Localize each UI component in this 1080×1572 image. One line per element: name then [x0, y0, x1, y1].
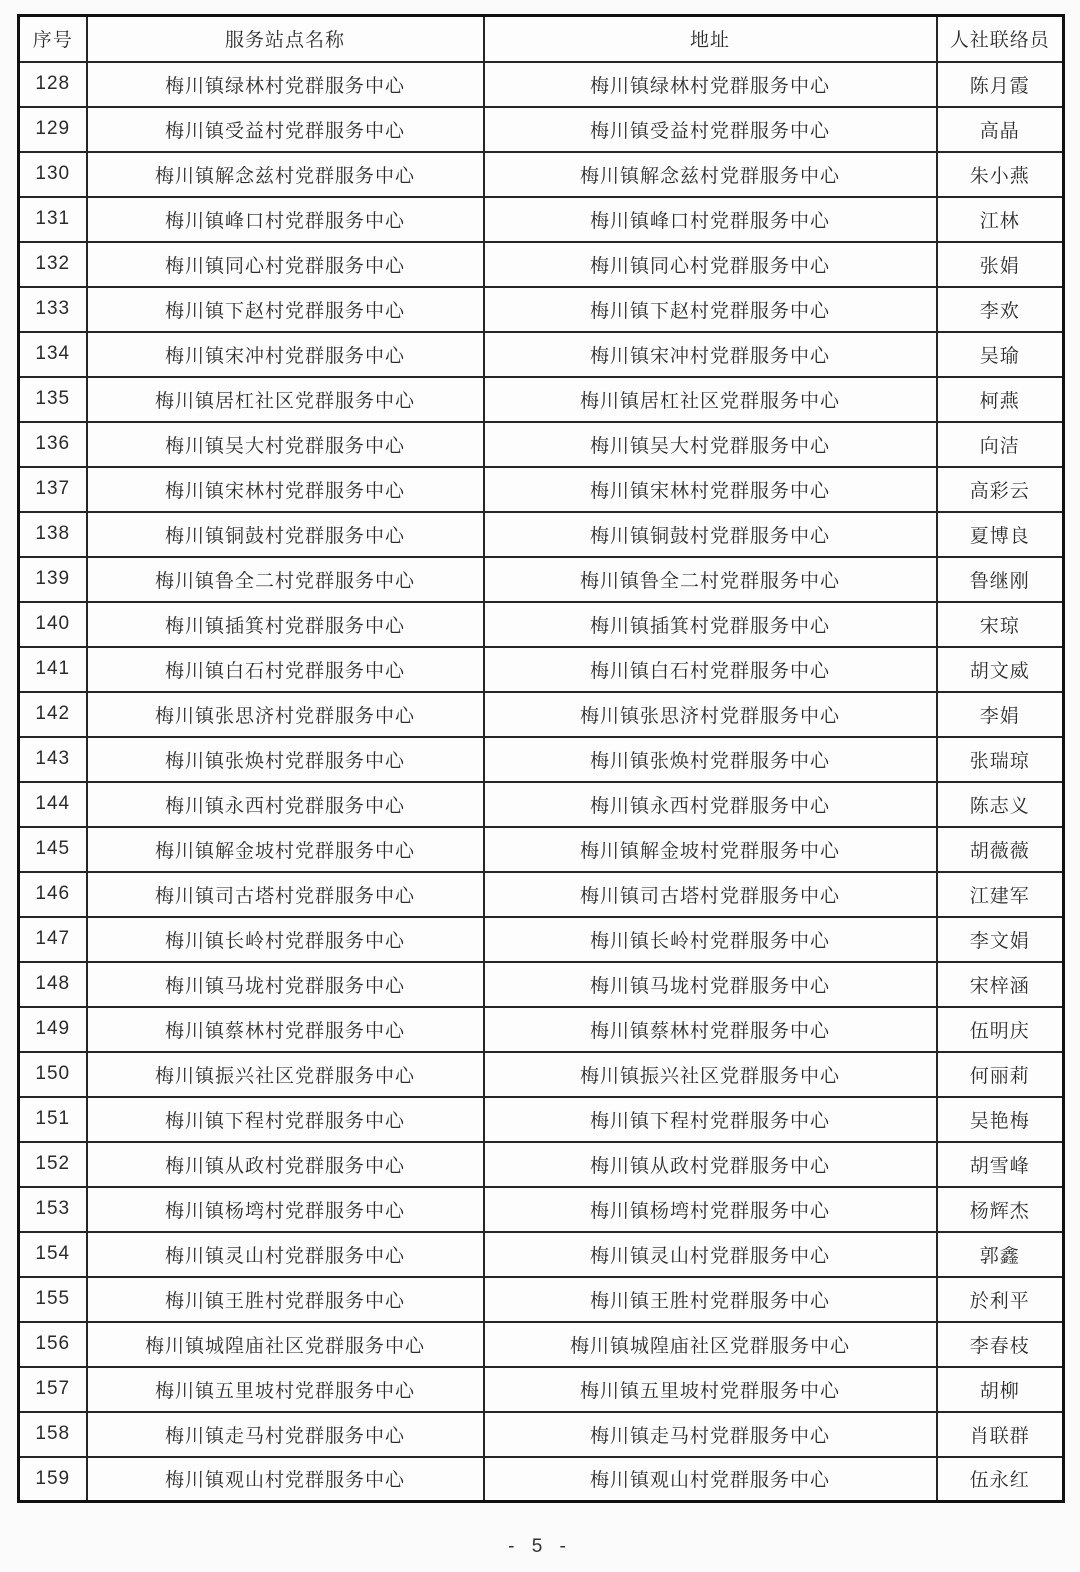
liaison-cell: 吴瑜: [937, 332, 1064, 377]
serial-cell: 134: [19, 332, 87, 377]
table-row: [19, 827, 1064, 872]
table-row: [19, 242, 1064, 287]
header-row: [19, 16, 1064, 62]
liaison-cell: 张瑞琼: [937, 737, 1064, 782]
address-cell: 梅川镇鲁全二村党群服务中心: [484, 557, 937, 602]
liaison-cell: 吴艳梅: [937, 1097, 1064, 1142]
address-cell: 梅川镇张焕村党群服务中心: [484, 737, 937, 782]
table-row: [19, 377, 1064, 422]
page-number: - 5 -: [508, 1536, 572, 1557]
name-cell: 梅川镇解金坡村党群服务中心: [87, 827, 484, 872]
address-cell: 梅川镇杨塆村党群服务中心: [484, 1187, 937, 1232]
table-row: [19, 1277, 1064, 1322]
liaison-cell: 宋琼: [937, 602, 1064, 647]
table-row: [19, 1367, 1064, 1412]
liaison-cell: 胡文威: [937, 647, 1064, 692]
name-cell: 梅川镇峰口村党群服务中心: [87, 197, 484, 242]
liaison-cell: 於利平: [937, 1277, 1064, 1322]
liaison-cell: 肖联群: [937, 1412, 1064, 1457]
address-cell: 梅川镇观山村党群服务中心: [484, 1457, 937, 1502]
address-cell: 梅川镇振兴社区党群服务中心: [484, 1052, 937, 1097]
serial-cell: 135: [19, 377, 87, 422]
address-cell: 梅川镇从政村党群服务中心: [484, 1142, 937, 1187]
serial-cell: 150: [19, 1052, 87, 1097]
liaison-cell: 高彩云: [937, 467, 1064, 512]
address-cell: 梅川镇马垅村党群服务中心: [484, 962, 937, 1007]
table-row: [19, 692, 1064, 737]
serial-cell: 151: [19, 1097, 87, 1142]
name-cell: 梅川镇绿林村党群服务中心: [87, 62, 484, 107]
name-cell: 梅川镇蔡林村党群服务中心: [87, 1007, 484, 1052]
table-row: [19, 152, 1064, 197]
serial-cell: 142: [19, 692, 87, 737]
table-row: [19, 1007, 1064, 1052]
name-cell: 梅川镇铜鼓村党群服务中心: [87, 512, 484, 557]
serial-cell: 144: [19, 782, 87, 827]
address-cell: 梅川镇张思济村党群服务中心: [484, 692, 937, 737]
serial-cell: 154: [19, 1232, 87, 1277]
liaison-cell: 李文娟: [937, 917, 1064, 962]
table-row: [19, 422, 1064, 467]
name-cell: 梅川镇受益村党群服务中心: [87, 107, 484, 152]
address-cell: 梅川镇长岭村党群服务中心: [484, 917, 937, 962]
address-cell: 梅川镇受益村党群服务中心: [484, 107, 937, 152]
name-cell: 梅川镇马垅村党群服务中心: [87, 962, 484, 1007]
serial-cell: 139: [19, 557, 87, 602]
table-row: [19, 512, 1064, 557]
name-cell: 梅川镇走马村党群服务中心: [87, 1412, 484, 1457]
name-cell: 梅川镇张思济村党群服务中心: [87, 692, 484, 737]
serial-cell: 131: [19, 197, 87, 242]
address-cell: 梅川镇绿林村党群服务中心: [484, 62, 937, 107]
serial-cell: 147: [19, 917, 87, 962]
table-row: [19, 602, 1064, 647]
address-cell: 梅川镇永西村党群服务中心: [484, 782, 937, 827]
serial-cell: 132: [19, 242, 87, 287]
address-cell: 梅川镇解金坡村党群服务中心: [484, 827, 937, 872]
liaison-cell: 李娟: [937, 692, 1064, 737]
serial-cell: 138: [19, 512, 87, 557]
address-cell: 梅川镇五里坡村党群服务中心: [484, 1367, 937, 1412]
table-row: [19, 1457, 1064, 1502]
liaison-cell: 高晶: [937, 107, 1064, 152]
name-cell: 梅川镇观山村党群服务中心: [87, 1457, 484, 1502]
liaison-cell: 胡雪峰: [937, 1142, 1064, 1187]
serial-cell: 137: [19, 467, 87, 512]
name-cell: 梅川镇吴大村党群服务中心: [87, 422, 484, 467]
name-cell: 梅川镇鲁全二村党群服务中心: [87, 557, 484, 602]
liaison-cell: 柯燕: [937, 377, 1064, 422]
address-cell: 梅川镇灵山村党群服务中心: [484, 1232, 937, 1277]
serial-cell: 156: [19, 1322, 87, 1367]
serial-cell: 136: [19, 422, 87, 467]
serial-cell: 145: [19, 827, 87, 872]
table-row: [19, 287, 1064, 332]
serial-cell: 149: [19, 1007, 87, 1052]
header-station-name: 服务站点名称: [87, 16, 484, 62]
table-row: [19, 467, 1064, 512]
address-cell: 梅川镇宋冲村党群服务中心: [484, 332, 937, 377]
liaison-cell: 李欢: [937, 287, 1064, 332]
serial-cell: 140: [19, 602, 87, 647]
name-cell: 梅川镇长岭村党群服务中心: [87, 917, 484, 962]
name-cell: 梅川镇解念兹村党群服务中心: [87, 152, 484, 197]
name-cell: 梅川镇杨塆村党群服务中心: [87, 1187, 484, 1232]
name-cell: 梅川镇王胜村党群服务中心: [87, 1277, 484, 1322]
address-cell: 梅川镇走马村党群服务中心: [484, 1412, 937, 1457]
address-cell: 梅川镇王胜村党群服务中心: [484, 1277, 937, 1322]
liaison-cell: 伍永红: [937, 1457, 1064, 1502]
table-row: [19, 1412, 1064, 1457]
table-row: [19, 1052, 1064, 1097]
liaison-cell: 胡柳: [937, 1367, 1064, 1412]
table-row: [19, 197, 1064, 242]
liaison-cell: 胡薇薇: [937, 827, 1064, 872]
name-cell: 梅川镇灵山村党群服务中心: [87, 1232, 484, 1277]
serial-cell: 158: [19, 1412, 87, 1457]
name-cell: 梅川镇五里坡村党群服务中心: [87, 1367, 484, 1412]
serial-cell: 128: [19, 62, 87, 107]
liaison-cell: 江建军: [937, 872, 1064, 917]
table-row: [19, 62, 1064, 107]
service-station-table: [17, 14, 1065, 1503]
table-row: [19, 872, 1064, 917]
table-row: [19, 1322, 1064, 1367]
header-address: 地址: [484, 16, 937, 62]
table-row: [19, 737, 1064, 782]
address-cell: 梅川镇蔡林村党群服务中心: [484, 1007, 937, 1052]
liaison-cell: 夏博良: [937, 512, 1064, 557]
address-cell: 梅川镇吴大村党群服务中心: [484, 422, 937, 467]
table-row: [19, 332, 1064, 377]
name-cell: 梅川镇永西村党群服务中心: [87, 782, 484, 827]
table-row: [19, 1097, 1064, 1142]
address-cell: 梅川镇同心村党群服务中心: [484, 242, 937, 287]
name-cell: 梅川镇司古塔村党群服务中心: [87, 872, 484, 917]
table-body: [19, 62, 1064, 1502]
table-row: [19, 782, 1064, 827]
table-row: [19, 557, 1064, 602]
liaison-cell: 陈月霞: [937, 62, 1064, 107]
serial-cell: 152: [19, 1142, 87, 1187]
serial-cell: 157: [19, 1367, 87, 1412]
serial-cell: 130: [19, 152, 87, 197]
serial-cell: 143: [19, 737, 87, 782]
table-row: [19, 962, 1064, 1007]
address-cell: 梅川镇居杠社区党群服务中心: [484, 377, 937, 422]
table-row: [19, 917, 1064, 962]
name-cell: 梅川镇张焕村党群服务中心: [87, 737, 484, 782]
liaison-cell: 陈志义: [937, 782, 1064, 827]
serial-cell: 153: [19, 1187, 87, 1232]
liaison-cell: 李春枝: [937, 1322, 1064, 1367]
liaison-cell: 郭鑫: [937, 1232, 1064, 1277]
table-row: [19, 1142, 1064, 1187]
name-cell: 梅川镇宋冲村党群服务中心: [87, 332, 484, 377]
table-row: [19, 107, 1064, 152]
name-cell: 梅川镇下赵村党群服务中心: [87, 287, 484, 332]
address-cell: 梅川镇解念兹村党群服务中心: [484, 152, 937, 197]
name-cell: 梅川镇居杠社区党群服务中心: [87, 377, 484, 422]
name-cell: 梅川镇振兴社区党群服务中心: [87, 1052, 484, 1097]
address-cell: 梅川镇白石村党群服务中心: [484, 647, 937, 692]
serial-cell: 148: [19, 962, 87, 1007]
serial-cell: 159: [19, 1457, 87, 1502]
serial-cell: 155: [19, 1277, 87, 1322]
liaison-cell: 张娟: [937, 242, 1064, 287]
name-cell: 梅川镇同心村党群服务中心: [87, 242, 484, 287]
address-cell: 梅川镇铜鼓村党群服务中心: [484, 512, 937, 557]
serial-cell: 146: [19, 872, 87, 917]
address-cell: 梅川镇插箕村党群服务中心: [484, 602, 937, 647]
name-cell: 梅川镇下程村党群服务中心: [87, 1097, 484, 1142]
liaison-cell: 鲁继刚: [937, 557, 1064, 602]
name-cell: 梅川镇城隍庙社区党群服务中心: [87, 1322, 484, 1367]
serial-cell: 141: [19, 647, 87, 692]
liaison-cell: 朱小燕: [937, 152, 1064, 197]
name-cell: 梅川镇插箕村党群服务中心: [87, 602, 484, 647]
liaison-cell: 杨辉杰: [937, 1187, 1064, 1232]
liaison-cell: 宋梓涵: [937, 962, 1064, 1007]
name-cell: 梅川镇宋林村党群服务中心: [87, 467, 484, 512]
liaison-cell: 伍明庆: [937, 1007, 1064, 1052]
name-cell: 梅川镇从政村党群服务中心: [87, 1142, 484, 1187]
address-cell: 梅川镇下赵村党群服务中心: [484, 287, 937, 332]
address-cell: 梅川镇峰口村党群服务中心: [484, 197, 937, 242]
liaison-cell: 向洁: [937, 422, 1064, 467]
header-liaison: 人社联络员: [937, 16, 1064, 62]
address-cell: 梅川镇城隍庙社区党群服务中心: [484, 1322, 937, 1367]
table-row: [19, 1187, 1064, 1232]
liaison-cell: 江林: [937, 197, 1064, 242]
serial-cell: 133: [19, 287, 87, 332]
serial-cell: 129: [19, 107, 87, 152]
name-cell: 梅川镇白石村党群服务中心: [87, 647, 484, 692]
address-cell: 梅川镇司古塔村党群服务中心: [484, 872, 937, 917]
header-serial: 序号: [19, 16, 87, 62]
liaison-cell: 何丽莉: [937, 1052, 1064, 1097]
table-row: [19, 647, 1064, 692]
address-cell: 梅川镇宋林村党群服务中心: [484, 467, 937, 512]
table-row: [19, 1232, 1064, 1277]
address-cell: 梅川镇下程村党群服务中心: [484, 1097, 937, 1142]
